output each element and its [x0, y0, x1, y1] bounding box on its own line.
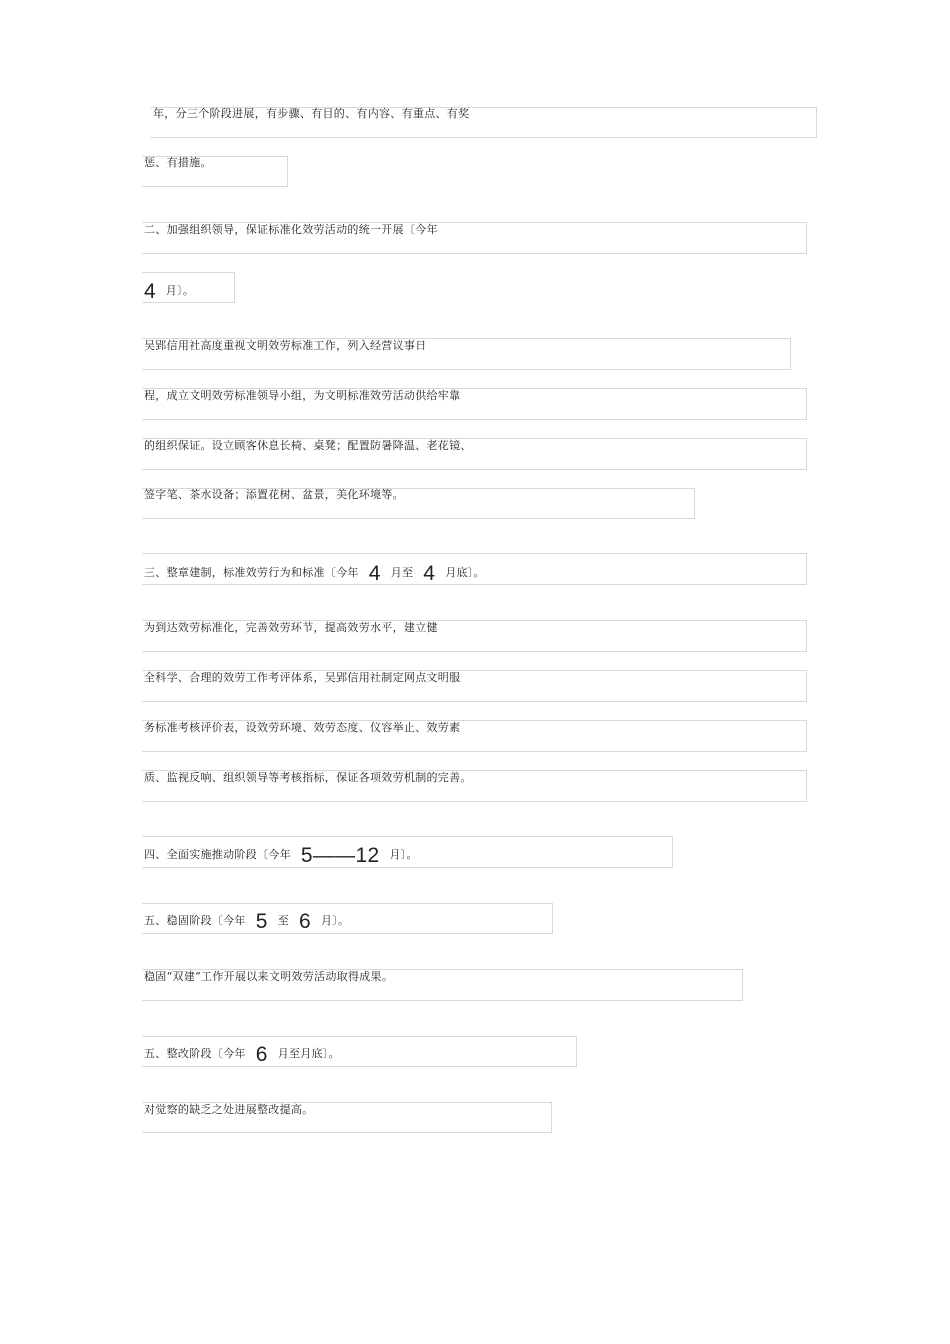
heading-mid: 至	[277, 914, 289, 927]
paragraph-line: 全科学、合理的效劳工作考评体系，吴郢信用社制定网点文明服	[144, 671, 461, 684]
heading-prefix: 四、全面实施推动阶段〔今年	[144, 848, 291, 861]
section-heading-4	[144, 844, 418, 867]
heading-2-continuation	[144, 280, 195, 303]
heading-suffix: 月底〕。	[445, 566, 485, 579]
heading-prefix: 五、稳固阶段〔今年	[144, 914, 246, 927]
paragraph-line: 签字笔、茶水设备；添置花树、盆景，美化环境等。	[144, 488, 404, 501]
section-heading-2: 二、加强组织领导，保证标准化效劳活动的统一开展〔今年	[144, 223, 438, 236]
month-number: 6	[299, 910, 311, 933]
month-number: 4	[423, 562, 436, 585]
paragraph-line: 惩、有措施。	[144, 156, 212, 169]
paragraph-line: 务标准考核评价表，设效劳环境、效劳态度、仪容举止、效劳素	[144, 721, 461, 734]
heading-prefix: 三、整章建制，标准效劳行为和标准〔今年	[144, 566, 359, 579]
paragraph-line: 程，成立文明效劳标准领导小组，为文明标准效劳活动供给牢靠	[144, 389, 461, 402]
section-heading-5a	[144, 910, 350, 933]
month-suffix: 月〕。	[165, 284, 195, 297]
month-range: 5——12	[300, 844, 380, 867]
paragraph-line: 对觉察的缺乏之处进展整改提高。	[144, 1103, 314, 1116]
month-number: 4	[368, 562, 381, 585]
paragraph-line: 的组织保证。设立顾客休息长椅、桌凳；配置防暑降温、老花镜、	[144, 439, 472, 452]
month-number: 5	[255, 910, 268, 933]
paragraph-line: 年，分三个阶段进展，有步骤、有目的、有内容、有重点、有奖	[153, 107, 470, 120]
heading-suffix: 月〕。	[320, 914, 350, 927]
month-number: 4	[144, 280, 156, 303]
section-heading-3	[144, 562, 485, 585]
paragraph-line: 稳固“双建”工作开展以来文明效劳活动取得成果。	[144, 970, 394, 983]
heading-mid: 月至	[390, 566, 414, 579]
paragraph-line: 吴郢信用社高度重视文明效劳标准工作，列入经营议事日	[144, 339, 427, 352]
heading-prefix: 五、整改阶段〔今年	[144, 1047, 246, 1060]
paragraph-line: 质、监视反响、组织领导等考核指标，保证各项效劳机制的完善。	[144, 771, 472, 784]
section-heading-5b	[144, 1043, 340, 1066]
month-number: 6	[255, 1043, 268, 1066]
paragraph-line: 为到达效劳标准化，完善效劳环节，提高效劳水平，建立健	[144, 621, 438, 634]
heading-suffix: 月至月底〕。	[277, 1047, 340, 1060]
heading-suffix: 月〕。	[389, 848, 418, 861]
